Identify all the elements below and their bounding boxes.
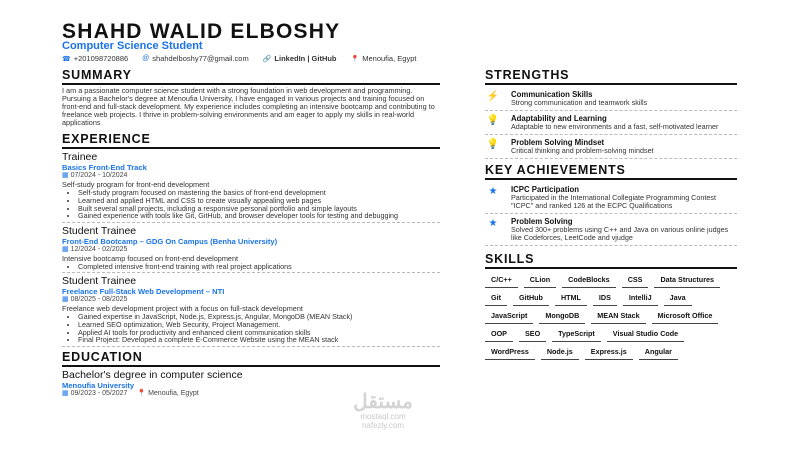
skill-tag: Node.js bbox=[541, 345, 579, 360]
phone-item bbox=[62, 54, 128, 63]
strength-description: Adaptable to new environments and a fast, self-motivated learner bbox=[511, 122, 719, 131]
star-icon: ★ bbox=[488, 186, 498, 197]
achievement-description: Participated in the International Collegiate Programming Contest "ICPC" and ranked 126 at the ECPC Qualifications bbox=[511, 193, 716, 210]
skill-tag: Data Structures bbox=[654, 273, 720, 288]
strength-description: Strong communication and teamwork skills bbox=[511, 98, 648, 107]
summary-text: I am a passionate computer science student with a strong foundation in web development and programming. Pursuing a Bachelor's degree at Menoufia University, I have engaged in various projects and training focused on front-end and full-stack development. My experience includes completing an intensive bootcamp and contributing to freelance web projects. I thrive in problem-solving environments and am eager to apply my skills in real-world applications bbox=[62, 86, 435, 128]
job-bullet: • Built several small projects, including a responsive personal portfolio and simple layouts bbox=[78, 205, 440, 213]
job-bullet: • Gained experience with tools like Git, GitHub, and browser developer tools for testing and debugging bbox=[78, 212, 440, 220]
email-item[interactable] bbox=[142, 54, 249, 63]
contact-bar bbox=[62, 54, 416, 63]
job-organization: Basics Front-End Track bbox=[62, 163, 147, 173]
skill-tag: CLion bbox=[524, 273, 556, 288]
job-description: Self-study program for front-end development bbox=[62, 179, 210, 189]
experience-heading: EXPERIENCE bbox=[62, 132, 440, 149]
education-heading: EDUCATION bbox=[62, 350, 440, 367]
skill-tag: OOP bbox=[485, 327, 513, 342]
skill-tag: Git bbox=[485, 291, 507, 306]
location-text: Menoufia, Egypt bbox=[362, 54, 417, 63]
skill-tag: Express.js bbox=[585, 345, 633, 360]
education-date: 09/2023 - 05/2027 bbox=[70, 390, 128, 398]
skill-tag: JavaScript bbox=[485, 309, 533, 324]
calendar-icon: ▦ bbox=[62, 246, 69, 254]
job-bullets bbox=[62, 189, 440, 220]
calendar-icon: ▦ bbox=[62, 390, 69, 398]
watermark-logo bbox=[338, 392, 428, 430]
skill-tag: Angular bbox=[639, 345, 678, 360]
achievement-description: Solved 300+ problems using C++ and Java on various online judges like Codeforces, LeetCode and vjudge bbox=[511, 225, 729, 242]
watermark-line-2: nafezly.com bbox=[361, 421, 405, 430]
education-location: Menoufia, Egypt bbox=[148, 390, 199, 398]
lightbulb-icon: 💡 bbox=[486, 139, 500, 150]
strength-title: Adaptability and Learning bbox=[511, 114, 607, 123]
right-column bbox=[485, 68, 737, 360]
at-icon: @ bbox=[142, 55, 150, 62]
skill-tag: Visual Studio Code bbox=[607, 327, 684, 342]
skill-tag: GitHub bbox=[513, 291, 549, 306]
achievement-title: ICPC Participation bbox=[511, 185, 580, 194]
skill-tag: C/C++ bbox=[485, 273, 518, 288]
skill-tag: TypeScript bbox=[552, 327, 601, 342]
job-bullet: • Gained expertise in JavaScript, Node.js, Express.js, Angular, MongoDB (MEAN Stack) bbox=[78, 313, 440, 321]
job-title: Student Trainee bbox=[62, 275, 137, 288]
skills-heading: SKILLS bbox=[485, 252, 737, 269]
skill-tag: IDS bbox=[593, 291, 617, 306]
email-text: shahdelboshy77@gmail.com bbox=[152, 54, 249, 63]
job-date: 12/2024 - 02/2025 bbox=[70, 246, 128, 254]
skill-tag: MongoDB bbox=[539, 309, 585, 324]
skill-tag: SEO bbox=[519, 327, 546, 342]
candidate-subtitle: Computer Science Student bbox=[62, 40, 203, 52]
experience-entry bbox=[62, 225, 440, 273]
calendar-icon: ▦ bbox=[62, 172, 69, 180]
job-date: 07/2024 - 10/2024 bbox=[70, 172, 128, 180]
strength-item bbox=[485, 135, 737, 159]
job-organization: Front-End Bootcamp – GDG On Campus (Benha University) bbox=[62, 237, 278, 247]
skill-tag: Java bbox=[664, 291, 692, 306]
education-degree: Bachelor's degree in computer science bbox=[62, 369, 243, 382]
lightbulb-icon: 💡 bbox=[486, 115, 500, 126]
achievements-heading: KEY ACHIEVEMENTS bbox=[485, 163, 737, 180]
job-title: Student Trainee bbox=[62, 225, 137, 238]
watermark-line-1: mostaql.com bbox=[360, 412, 406, 421]
experience-entry bbox=[62, 151, 440, 223]
job-bullet: • Completed intensive front-end training with real project applications bbox=[78, 263, 440, 271]
job-bullet: • Learned and applied HTML and CSS to create visually appealing web pages bbox=[78, 197, 440, 205]
phone-text: +201098720886 bbox=[73, 54, 129, 63]
location-pin-icon: 📍 bbox=[350, 55, 360, 63]
achievement-title: Problem Solving bbox=[511, 217, 573, 226]
job-bullet: • Final Project: Developed a complete E-Commerce Website using the MEAN stack bbox=[78, 336, 440, 344]
location-pin-icon: 📍 bbox=[137, 390, 147, 398]
links-item[interactable] bbox=[263, 54, 337, 63]
phone-icon: ☎ bbox=[62, 55, 71, 63]
strength-description: Critical thinking and problem-solving mindset bbox=[511, 146, 654, 155]
achievement-item bbox=[485, 182, 737, 214]
job-date: 08/2025 - 08/2025 bbox=[70, 296, 128, 304]
job-bullet: • Applied AI tools for productivity and enhanced client communication skills bbox=[78, 329, 440, 337]
strength-title: Problem Solving Mindset bbox=[511, 138, 605, 147]
skill-tag: WordPress bbox=[485, 345, 535, 360]
job-bullets bbox=[62, 313, 440, 344]
links-text: LinkedIn | GitHub bbox=[274, 54, 337, 63]
job-description: Freelance web development project with a focus on full-stack development bbox=[62, 303, 303, 313]
calendar-icon: ▦ bbox=[62, 296, 69, 304]
skills-list bbox=[485, 273, 737, 360]
strength-title: Communication Skills bbox=[511, 90, 593, 99]
strength-item bbox=[485, 111, 737, 135]
left-column bbox=[62, 68, 440, 399]
watermark-logo-text: مستقل bbox=[353, 391, 413, 413]
strength-item bbox=[485, 87, 737, 111]
job-bullets bbox=[62, 263, 440, 271]
experience-entry bbox=[62, 275, 440, 347]
skill-tag: CodeBlocks bbox=[562, 273, 616, 288]
skill-tag: CSS bbox=[622, 273, 649, 288]
achievement-item bbox=[485, 214, 737, 246]
job-bullet: • Self-study program focused on mastering the basics of front-end development bbox=[78, 189, 440, 197]
job-description: Intensive bootcamp focused on front-end development bbox=[62, 253, 239, 263]
lightning-icon: ⚡ bbox=[486, 91, 500, 102]
job-organization: Freelance Full-Stack Web Development – NTI bbox=[62, 287, 225, 297]
skill-tag: IntelliJ bbox=[623, 291, 658, 306]
skill-tag: HTML bbox=[555, 291, 587, 306]
strengths-heading: STRENGTHS bbox=[485, 68, 737, 85]
candidate-name: SHAHD WALID ELBOSHY bbox=[62, 20, 341, 43]
skill-tag: Microsoft Office bbox=[652, 309, 719, 324]
job-bullet: • Learned SEO optimization, Web Security, Project Management. bbox=[78, 321, 440, 329]
job-title: Trainee bbox=[62, 151, 98, 164]
summary-heading: SUMMARY bbox=[62, 68, 440, 85]
education-school: Menoufia University bbox=[62, 381, 135, 391]
star-icon: ★ bbox=[488, 218, 498, 229]
skill-tag: MEAN Stack bbox=[591, 309, 645, 324]
link-icon: 🔗 bbox=[262, 55, 272, 63]
location-item bbox=[351, 54, 417, 63]
